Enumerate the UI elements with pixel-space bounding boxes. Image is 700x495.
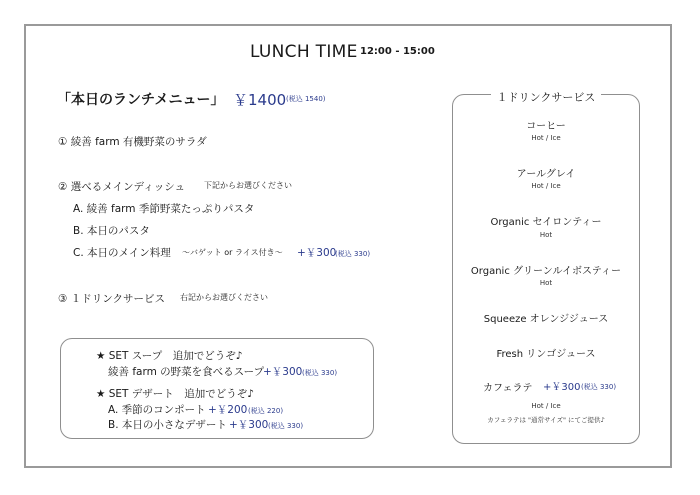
drink-sub: Hot <box>539 279 553 287</box>
drink-sub: Hot <box>539 231 553 239</box>
dessert-a-tax: (税込 220) <box>248 407 284 415</box>
drink-name: Organic グリーンルイボスティー <box>470 266 622 277</box>
drink-sub: Hot / Ice <box>531 182 561 190</box>
drink-sub: Hot / Ice <box>531 134 561 142</box>
dessert-a: A. 季節のコンポート <box>108 404 206 416</box>
lunch-tax: (税込 1540) <box>286 95 326 103</box>
soup-tax: (税込 330) <box>302 369 338 377</box>
salad-item: ① 綾善 farm 有機野菜のサラダ <box>58 136 207 148</box>
latte-tax: (税込 330) <box>581 383 617 391</box>
drink-service-note: 右記からお選びください <box>180 293 268 302</box>
main-dish-c-note: ～バゲット or ライス付き～ <box>182 248 283 257</box>
dessert-b: B. 本日の小さなデザート <box>108 419 227 431</box>
main-dish-c-tax: (税込 330) <box>335 250 371 258</box>
drink-name: Fresh リンゴジュース <box>496 349 596 360</box>
main-dish-title: ② 選べるメインディッシュ <box>58 181 185 193</box>
soup-price: +￥300 <box>263 366 303 378</box>
dessert-a-price: +￥200 <box>208 404 248 416</box>
main-dish-b: B. 本日のパスタ <box>73 225 150 237</box>
main-dish-c: C. 本日のメイン料理 <box>73 247 171 259</box>
drink-name: Squeeze オレンジジュース <box>483 314 609 325</box>
soup-heading: ★ SET スープ 追加でどうぞ♪ <box>96 350 243 362</box>
lunch-hours: 12:00 - 15:00 <box>360 46 435 57</box>
dessert-heading: ★ SET デザート 追加でどうぞ♪ <box>96 388 255 400</box>
latte-sub: Hot / Ice <box>531 402 561 410</box>
main-dish-note: 下記からお選びください <box>204 181 292 190</box>
soup-item: 綾善 farm の野菜を食べるスープ <box>108 366 265 378</box>
drink-name: アールグレイ <box>516 169 576 180</box>
drink-service-title: ③ １ドリンクサービス <box>58 293 166 305</box>
lunch-menu-title: 「本日のランチメニュー」 <box>57 92 225 108</box>
dessert-b-tax: (税込 330) <box>268 422 304 430</box>
main-dish-c-price: +￥300 <box>297 247 337 259</box>
drink-name: コーヒー <box>526 121 566 132</box>
lunch-price: ￥1400 <box>233 91 287 109</box>
main-dish-a: A. 綾善 farm 季節野菜たっぷりパスタ <box>73 203 255 215</box>
page-title: LUNCH TIME <box>250 42 358 62</box>
dessert-b-price: +￥300 <box>229 419 269 431</box>
latte-note: カフェラテは "通常サイズ" にてご提供♪ <box>487 416 605 424</box>
drink-name: Organic セイロンティー <box>490 217 602 228</box>
latte-name: カフェラテ <box>483 383 533 394</box>
drink-box-title: １ドリンクサービス <box>491 91 602 104</box>
latte-price: +￥300 <box>543 382 581 393</box>
